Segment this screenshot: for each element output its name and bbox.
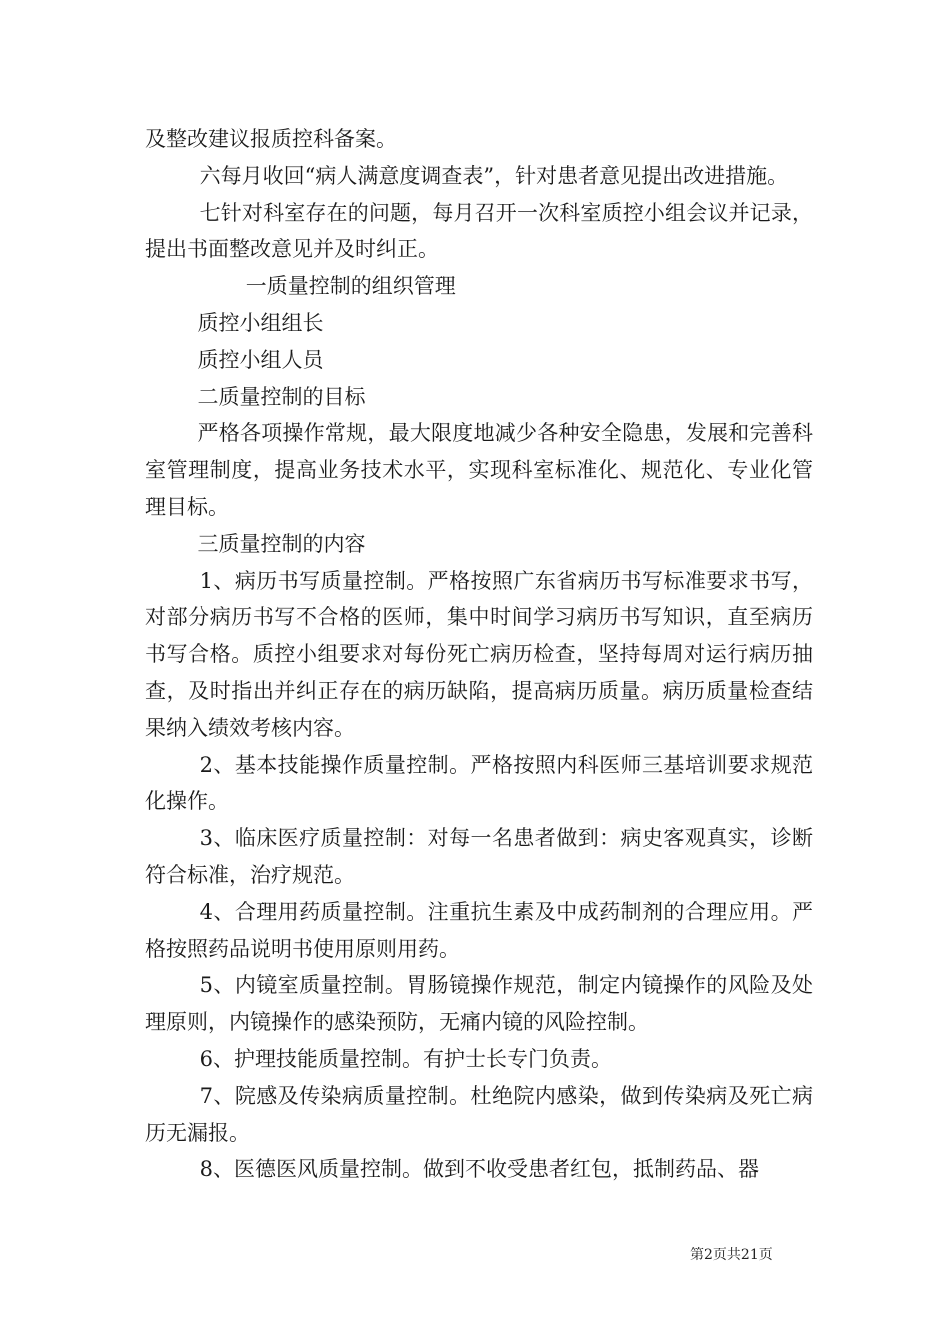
section-heading-organization: 一质量控制的组织管理 xyxy=(245,274,456,299)
paragraph-continuation: 及整改建议报质控科备案。 xyxy=(145,127,397,151)
document-body xyxy=(145,121,813,1188)
paragraph-goals: 严格各项操作常规，最大限度地减少各种安全隐患，发展和完善科室管理制度，提高业务技术水平，实现科室标准化、规范化、专业化管理目标。 xyxy=(145,421,813,519)
section-heading-goals: 二质量控制的目标 xyxy=(197,384,366,409)
paragraph-content-4: 4、合理用药质量控制。注重抗生素及中成药制剂的合理应用。严格按照药品说明书使用原则用药。 xyxy=(145,899,813,961)
section-heading-content: 三质量控制的内容 xyxy=(197,531,366,556)
paragraph-content-1: 1、病历书写质量控制。严格按照广东省病历书写标准要求书写，对部分病历书写不合格的医师，集中时间学习病历书写知识，直至病历书写合格。质控小组要求对每份死亡病历检查，坚持每周对运行病历抽查，及时指出并纠正存在的病历缺陷，提高病历质量。病历质量检查结果纳入绩效考核内容。 xyxy=(145,568,813,740)
paragraph-content-8: 8、医德医风质量控制。做到不收受患者红包，抵制药品、器 xyxy=(199,1157,759,1182)
paragraph-content-3: 3、临床医疗质量控制：对每一名患者做到：病史客观真实，诊断符合标准，治疗规范。 xyxy=(145,826,813,887)
paragraph-item-6: 六每月收回“病人满意度调查表”，针对患者意见提出改进措施。 xyxy=(199,163,789,188)
paragraph-item-7: 七针对科室存在的问题，每月召开一次科室质控小组会议并记录，提出书面整改意见并及时纠正。 xyxy=(145,200,813,262)
page-number-footer: 第2页共21页 xyxy=(690,1247,773,1263)
paragraph-team-members: 质控小组人员 xyxy=(197,347,324,372)
paragraph-content-2: 2、基本技能操作质量控制。严格按照内科医师三基培训要求规范化操作。 xyxy=(145,752,813,814)
paragraph-team-leader: 质控小组组长 xyxy=(197,310,324,335)
paragraph-content-5: 5、内镜室质量控制。胃肠镜操作规范，制定内镜操作的风险及处理原则，内镜操作的感染预防，无痛内镜的风险控制。 xyxy=(145,973,813,1035)
paragraph-content-6: 6、护理技能质量控制。有护士长专门负责。 xyxy=(199,1046,612,1071)
paragraph-content-7: 7、院感及传染病质量控制。杜绝院内感染，做到传染病及死亡病历无漏报。 xyxy=(145,1083,813,1145)
